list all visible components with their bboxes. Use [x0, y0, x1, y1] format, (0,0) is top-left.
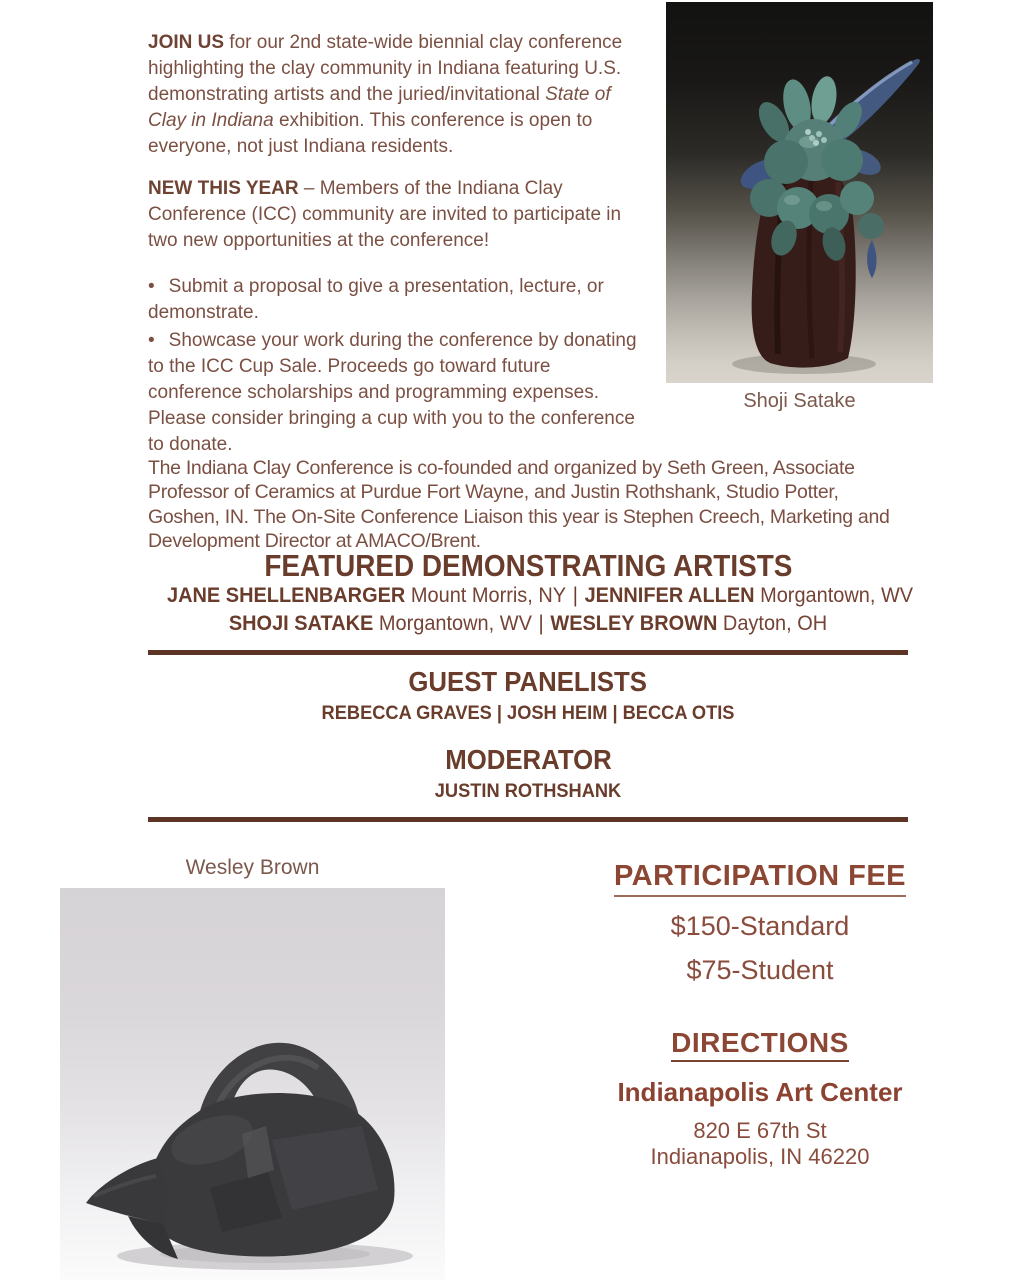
guest-panelists-names: REBECCA GRAVES | JOSH HEIM | BECCA OTIS: [321, 703, 735, 724]
fee-student: $75-Student: [686, 955, 834, 985]
moderator-heading: MODERATOR: [444, 744, 612, 775]
separator: |: [538, 612, 544, 635]
bullet-icon: •: [148, 330, 155, 351]
satake-artwork-image: [666, 2, 933, 383]
exhibition-title-italic: State of Clay in Indiana: [148, 84, 611, 131]
fee-standard: $150-Standard: [670, 911, 850, 941]
new-this-year-paragraph: NEW THIS YEAR – Members of the Indiana Clay Conference (ICC) community are invited to participate in two new opportunities at the conference!: [148, 178, 622, 251]
satake-sculpture-illustration: [666, 2, 933, 383]
opportunity-list: [148, 274, 648, 458]
featured-artists-heading: FEATURED DEMONSTRATING ARTISTS: [263, 548, 793, 583]
guest-panelists-heading: GUEST PANELISTS: [408, 666, 648, 697]
participation-fee-heading: PARTICIPATION FEE: [614, 860, 906, 897]
divider-rule: [148, 817, 908, 822]
join-us-paragraph: JOIN US for our 2nd state-wide biennial clay conference highlighting the clay community in Indiana featuring U.S. demonstrating artists and the juried/invitational State of Clay in Indiana exhibition. This conference is open to everyone, not just Indiana residents.: [148, 32, 623, 157]
organizers-paragraph: The Indiana Clay Conference is co-founded and organized by Seth Green, Associate Professor of Ceramics at Purdue Fort Wayne, and Justin Rothshank, Studio Potter, Goshen, IN. The On-Site Conference Liaison this year is Stephen Creech, Marketing and Development Director at AMACO/Brent.: [148, 456, 890, 552]
brown-teapot-illustration: [60, 888, 445, 1280]
new-this-year-lead: NEW THIS YEAR: [148, 178, 299, 199]
brown-caption: Wesley Brown: [185, 856, 320, 879]
directions-section: [592, 1028, 928, 1170]
center-section: [148, 548, 914, 822]
directions-heading: DIRECTIONS: [671, 1028, 849, 1062]
bullet-icon: •: [148, 276, 155, 297]
join-us-lead: JOIN US: [148, 32, 225, 53]
artist-line-2: SHOJI SATAKE Morgantown, WV | WESLEY BROWN Dayton, OH: [167, 610, 889, 638]
artist-line-1: JANE SHELLENBARGER Mount Morris, NY | JENNIFER ALLEN Morgantown, WV: [167, 582, 889, 610]
address-line-2: Indianapolis, IN 46220: [650, 1144, 870, 1169]
venue-name: Indianapolis Art Center: [617, 1077, 903, 1107]
address-line-1: 820 E 67th St: [693, 1118, 827, 1143]
list-item: • Submit a proposal to give a presentation, lecture, or demonstrate.: [148, 276, 604, 323]
separator: |: [572, 584, 578, 607]
brown-artwork-image: [60, 888, 445, 1280]
participation-fee-section: [592, 860, 928, 985]
list-item: • Showcase your work during the conference by donating to the ICC Cup Sale. Proceeds go toward future conference scholarships and programming expenses. Please consider bringing a cup with you to the conference to donate.: [148, 330, 637, 455]
moderator-name: JUSTIN ROTHSHANK: [434, 781, 622, 802]
intro-column: [148, 30, 648, 460]
satake-caption: Shoji Satake: [743, 390, 856, 412]
